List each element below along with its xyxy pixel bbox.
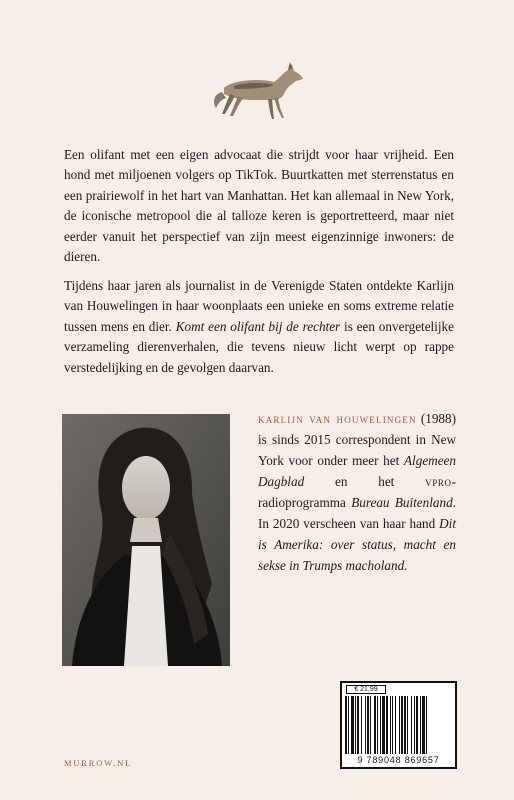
price-tag: € 21,99 — [346, 685, 386, 694]
previous-book-title: Dit is Amerika: over status, macht en sekse in Trumps macholand — [258, 516, 456, 573]
coyote-illustration — [212, 58, 304, 120]
barcode-label — [340, 681, 457, 769]
author-name: karlijn van houwelingen — [258, 411, 417, 426]
blurb-paragraph-1: Een olifant met een eigen advocaat die strijdt voor haar vrijheid. Een hond met miljoenen volgers op TikTok. Buurtkatten met sterrenstatus en een prairiewolf in het hart van Manhattan. Het kan allemaal in New York, de iconische metropool die al talloze keren is geportretteerd, maar niet eerder vanuit het perspectief van zijn meest eigenzinnige inwoners: de dieren. — [64, 147, 454, 265]
blurb-paragraph-2 — [64, 276, 454, 378]
isbn-number: 9 789048 869657 — [357, 755, 440, 765]
bio-text: -radioprogramma — [258, 474, 456, 510]
author-photo — [62, 414, 230, 666]
bio-text: en het — [304, 474, 426, 489]
broadcaster-name: vpro — [425, 474, 452, 489]
book-title: Komt een olifant bij de rechter — [175, 318, 341, 334]
blurb-text: is een onvergetelijke verzameling dierenverhalen, die tevens nieuw licht werpt op rappe verstedelijking en de gevolgen daarvan. — [64, 318, 454, 375]
blurb-text: Tijdens haar jaren als journalist in de Verenigde Staten ontdekte Karlijn van Houwelingen in haar woonplaats een unieke en soms extreme relatie tussen mens en dier. — [64, 278, 454, 334]
barcode — [344, 696, 453, 754]
radio-show-name: Bureau Buitenland — [351, 495, 453, 510]
newspaper-name: Algemeen Dagblad — [258, 453, 456, 489]
bio-text: . — [404, 558, 408, 573]
bio-text: . In 2020 verscheen van haar hand — [258, 495, 456, 531]
bio-text: (1988) is sinds 2015 correspondent in New York voor onder meer het — [258, 411, 456, 468]
author-bio — [258, 408, 456, 576]
publisher-url[interactable]: MURROW.NL — [64, 758, 133, 768]
